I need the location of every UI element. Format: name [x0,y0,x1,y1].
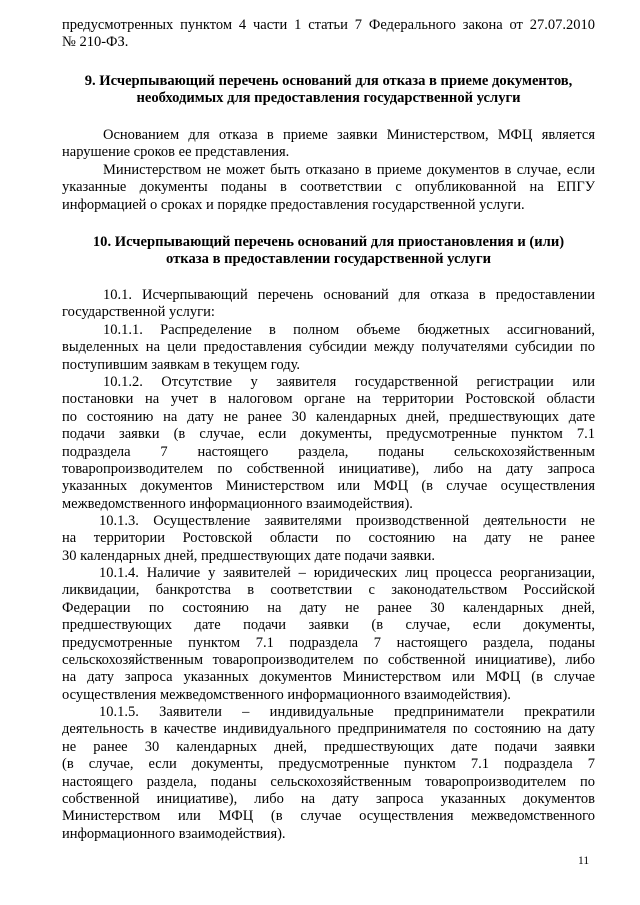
text-line: не ранее 30 календарных дней, предшествующих дате подачи заявки [62,738,595,755]
text-line: осуществления межведомственного информационного взаимодействия). [62,686,511,703]
heading-line: необходимых для предоставления государственной услуги [136,90,521,107]
text-line: подраздела 7 настоящего раздела, поданы сельскохозяйственным [62,443,595,460]
heading-line: 9. Исчерпывающий перечень оснований для отказа в приеме документов, [84,73,573,89]
text-line: 10.1.2. Отсутствие у заявителя государственной регистрации или [103,374,595,390]
text-line: Федерации по состоянию на дату не ранее 30 календарных дней, [62,599,595,616]
text-line: указанные документы поданы в соответствии с опубликованной на ЕПГУ [62,179,595,196]
text-line: настоящего раздела, поданы сельскохозяйственным товаропроизводителем по [62,773,595,790]
text-line: 10.1. Исчерпывающий перечень оснований для отказа в предоставлении [103,287,595,303]
text-line: 30 календарных дней, предшествующих дате подачи заявки. [62,547,436,564]
paragraph-10-1-5 [62,704,595,843]
text-line: информацией о сроках и порядке предоставления государственной услуги. [62,196,525,213]
text-line: Министерством или МФЦ (в случае осуществления межведомственного [62,808,595,825]
text-line: 10.1.4. Наличие у заявителей – юридических лиц процесса реорганизации, [99,565,595,581]
page-number: 11 [578,855,590,867]
text-line: предусмотренных пунктом 4 части 1 статьи 7 Федерального закона от 27.07.2010 [62,17,595,33]
text-line: сельскохозяйственным товаропроизводителем по собственной инициативе), либо [62,652,595,669]
text-line: на дату запроса указанных документов Министерством или МФЦ (в случае [62,669,595,686]
section-10-heading [62,234,595,269]
text-line: (в случае, если документы, предусмотренные пунктом 7.1 подраздела 7 [62,756,595,773]
paragraph-10-1-1 [62,322,595,374]
text-line: деятельность в качестве индивидуального предпринимателя по состоянию на дату [62,721,595,738]
text-line: предусмотренные пунктом 7.1 подраздела 7 настоящего раздела, поданы [62,634,595,651]
text-line: 10.1.3. Осуществление заявителями производственной деятельности не [99,513,595,529]
text-line: выделенных на цели предоставления субсидии между получателями субсидии по [62,339,595,356]
intro-paragraph [62,17,595,52]
text-line: информационного взаимодействия). [62,825,286,842]
text-line: собственной инициативе), либо на дату запроса указанных документов [62,791,595,808]
text-line: нарушение сроков ее представления. [62,144,290,161]
heading-line: 10. Исчерпывающий перечень оснований для приостановления и (или) [92,234,565,250]
paragraph-10-1-2 [62,374,595,513]
paragraph-10-1-4 [62,565,595,704]
text-line: Основанием для отказа в приеме заявки Министерством, МФЦ является [103,127,595,143]
text-line: государственной услуги: [62,304,215,321]
text-line: № 210-ФЗ. [62,34,129,51]
text-line: 10.1.1. Распределение в полном объеме бюджетных ассигнований, [103,322,595,338]
text-line: указанных документов Министерством или МФЦ (в случае осуществления [62,478,595,495]
text-line: по состоянию на дату не ранее 30 календарных дней, предшествующих дате [62,408,595,425]
text-line: поступившим заявкам в текущем году. [62,356,300,373]
section-9-heading [62,73,595,108]
text-line: межведомственного информационного взаимодействия). [62,495,413,512]
text-line: на территории Ростовской области по состоянию на дату не ранее [62,530,595,547]
text-line: подачи заявки (в случае, если документы, предусмотренные пунктом 7.1 [62,426,595,443]
section-9-paragraph-2 [62,162,595,214]
text-line: Министерством не может быть отказано в приеме документов в случае, если [103,162,595,178]
text-line: ликвидации, банкротства в соответствии с законодательством Российской [62,582,595,599]
text-line: предшествующих дате подачи заявки (в случае, если документы, [62,617,595,634]
text-line: 10.1.5. Заявители – индивидуальные предприниматели прекратили [99,704,595,720]
paragraph-10-1-3 [62,513,595,565]
text-line: товаропроизводителем по собственной инициативе), либо на дату запроса [62,461,595,478]
heading-line: отказа в предоставлении государственной услуги [166,251,491,268]
text-line: постановки на учет в налоговом органе на территории Ростовской области [62,391,595,408]
section-9-paragraph-1 [62,127,595,162]
paragraph-10-1 [62,287,595,322]
